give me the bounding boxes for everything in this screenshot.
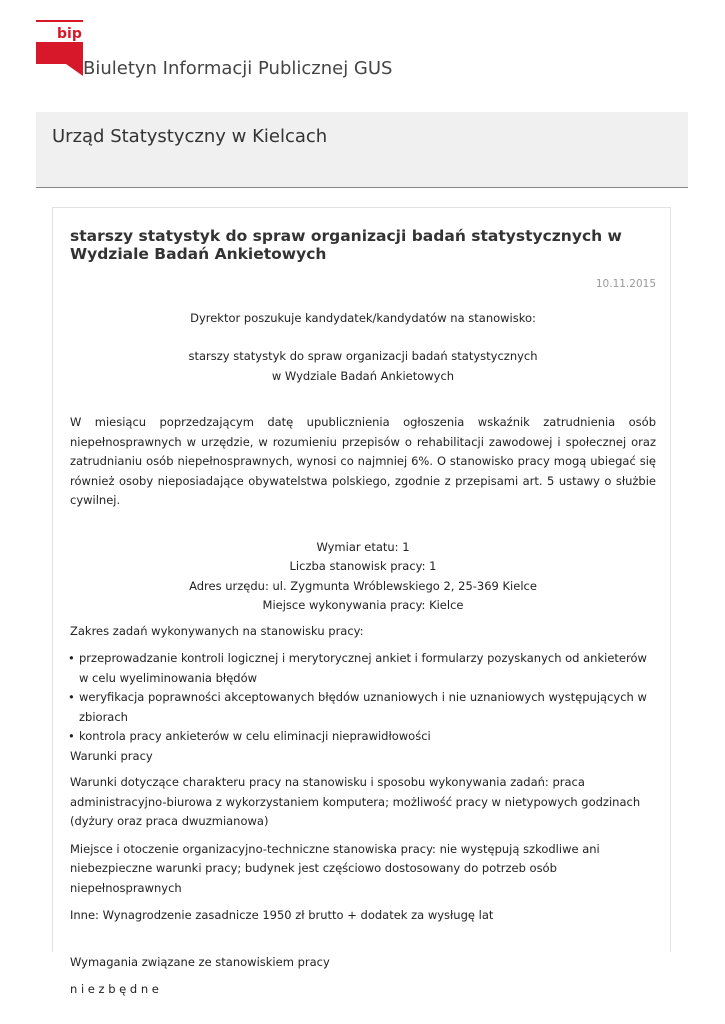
position-name: [70, 347, 656, 386]
bip-logo[interactable]: [36, 20, 84, 76]
environment-text: Miejsce i otoczenie organizacyjno-techniczne stanowiska pracy: nie występują szkodliwe ani niebezpieczne warunki pracy; budynek jest częściowo dostosowany do potrzeb osób niepełnosprawnych: [70, 841, 600, 895]
organization-header: [36, 112, 688, 188]
list-item: • weryfikacja poprawności akceptowanych błędów uznaniowych i nie uznaniowych występujących w zbiorach: [70, 688, 656, 727]
conditions-heading: Warunki pracy: [70, 748, 153, 763]
required-label: n i e z b ę d n e: [70, 982, 159, 996]
bip-logo-graphic: [36, 20, 84, 76]
detail-address: Adres urzędu: ul. Zygmunta Wróblewskiego 2, 25-369 Kielce: [189, 578, 537, 593]
bip-logo-text: bip: [57, 26, 82, 42]
requirements-heading: Wymagania związane ze stanowiskiem pracy: [70, 954, 330, 969]
intro-text: Dyrektor poszukuje kandydatek/kandydatów na stanowisko:: [190, 310, 536, 325]
conditions-text: Warunki dotyczące charakteru pracy na stanowisku i sposobu wykonywania zadań: praca administracyjno-biurowa z wykorzystaniem komputera; możliwość pracy w nietypowych godzinach (dyżury oraz praca dwuzmianowa): [70, 775, 641, 828]
organization-title[interactable]: Urząd Statystyczny w Kielcach: [52, 126, 328, 147]
site-title[interactable]: Biuletyn Informacji Publicznej GUS: [83, 58, 393, 79]
detail-workplace: Miejsce wykonywania pracy: Kielce: [262, 598, 464, 612]
job-offer-content: [70, 227, 656, 1000]
list-item: • kontrola pracy ankieterów w celu eliminacji nieprawidłowości: [70, 727, 656, 747]
job-offer-card: [52, 207, 671, 996]
duties-heading: Zakres zadań wykonywanych na stanowisku pracy:: [70, 623, 364, 638]
position-line-2: w Wydziale Badań Ankietowych: [271, 368, 455, 383]
duties-list: [70, 649, 656, 747]
position-line-1: starszy statystyk do spraw organizacji badań statystycznych: [188, 349, 538, 363]
list-item: • przeprowadzanie kontroli logicznej i merytorycznej ankiet i formularzy pozyskanych od ankieterów w celu wyeliminowania błędów: [70, 649, 656, 688]
job-title: starszy statystyk do spraw organizacji badań statystycznych w Wydziale Badań Ankietowych: [70, 227, 622, 263]
publication-date: 10.11.2015: [595, 278, 656, 290]
detail-fte: Wymiar etatu: 1: [316, 539, 410, 554]
other-text: Inne: Wynagrodzenie zasadnicze 1950 zł brutto + dodatek za wysługę lat: [70, 908, 494, 922]
detail-positions: Liczba stanowisk pracy: 1: [289, 559, 437, 573]
disability-notice: W miesiącu poprzedzającym datę upublicznienia ogłoszenia wskaźnik zatrudnienia osób niepełnosprawnych w urzędzie, w rozumieniu przepisów o rehabilitacji zawodowej i społecznej oraz zatrudnianiu osób niepełnosprawnych, wynosi co najmniej 6%. O stanowisko pracy mogą ubiegać się również osoby nieposiadające obywatelstwa polskiego, zgodnie z przepisami art. 5 ustawy o służbie cywilnej.: [70, 415, 656, 507]
job-details: [70, 538, 656, 616]
